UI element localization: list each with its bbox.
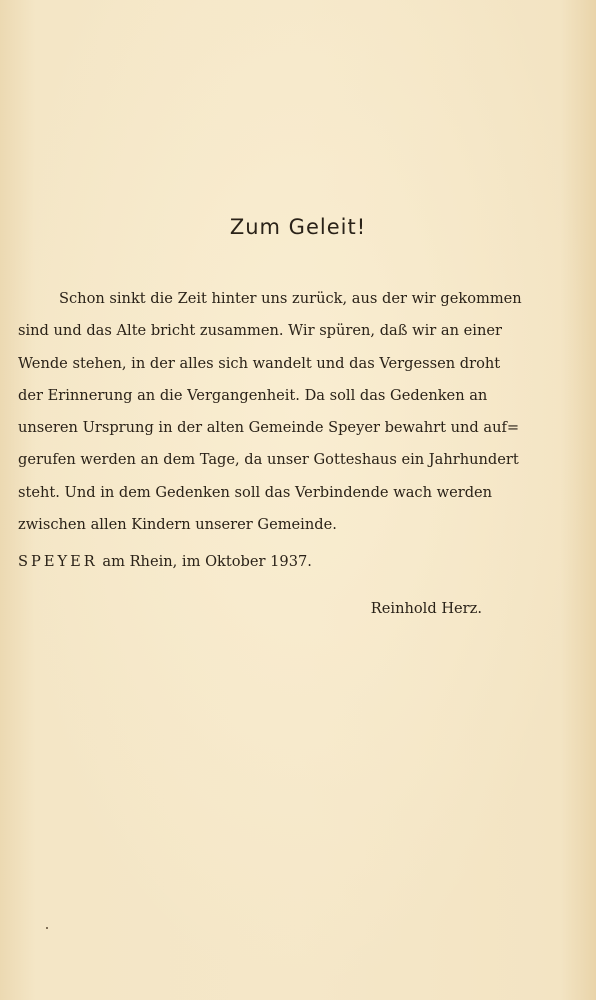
page-title: Zum Geleit! — [229, 215, 367, 239]
paragraph-line: Wende stehen, in der alles sich wandelt und das Vergessen droht — [18, 354, 501, 372]
paragraph-line: zwischen allen Kindern unserer Gemeinde. — [18, 516, 337, 534]
place-name: SPEYER — [18, 553, 98, 570]
paper-speck — [46, 927, 48, 929]
date-text: am Rhein, im Oktober 1937. — [102, 553, 312, 570]
paragraph-line: Schon sinkt die Zeit hinter uns zurück, aus der wir gekommen — [59, 290, 522, 307]
paragraph-line: gerufen werden an dem Tage, da unser Gotteshaus ein Jahrhundert — [18, 451, 519, 469]
paragraph-line: der Erinnerung an die Vergangenheit. Da soll das Gedenken an — [18, 386, 488, 404]
paragraph-line: unseren Ursprung in der alten Gemeinde Speyer bewahrt und auf= — [18, 419, 520, 437]
paragraph-line: steht. Und in dem Gedenken soll das Verbindende wach werden — [18, 483, 493, 501]
paragraph-line: sind und das Alte bricht zusammen. Wir spüren, daß wir an einer — [18, 322, 502, 340]
signature: Reinhold Herz. — [370, 600, 482, 617]
place-date-line — [18, 553, 312, 570]
foreword-paragraph — [18, 283, 522, 541]
